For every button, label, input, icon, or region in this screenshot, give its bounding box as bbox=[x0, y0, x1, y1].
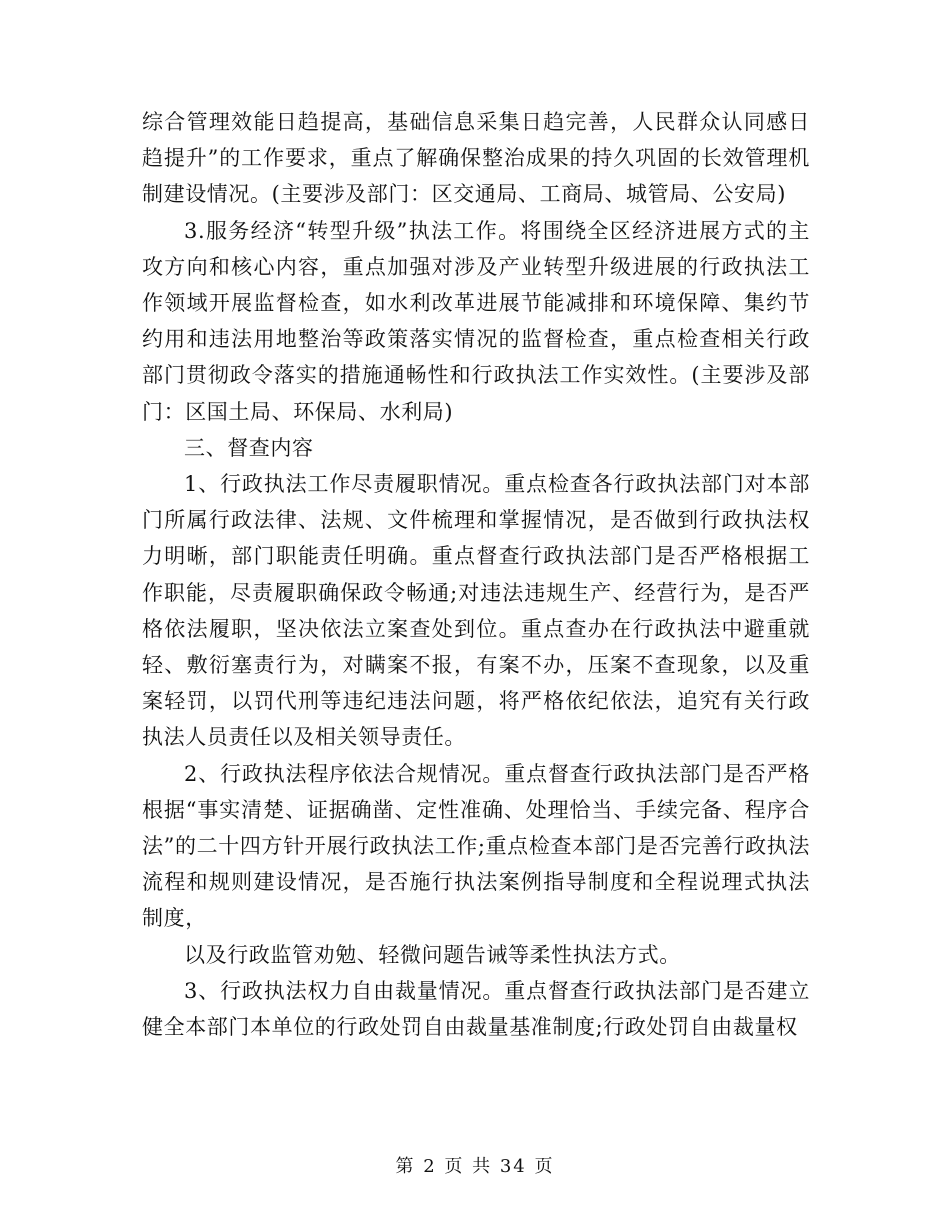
paragraph-5: 以及行政监管劝勉、轻微问题告诫等柔性执法方式。 bbox=[184, 942, 681, 967]
paragraph-2: 3.服务经济“转型升级”执法工作。将围绕全区经济进展方式的主攻方向和核心内容，重点加强对涉及产业转型升级进展的行政执法工作领域开展监督检查，如水利改革进展节能减排和环境保障、集约节约用和违法用地整治等政策落实情况的监督检查，重点检查相关行政部门贯彻政令落实的措施通畅性和行政执法工作实效性。(主要涉及部门：区国土局、环保局、水利局) bbox=[142, 218, 810, 424]
paragraph-6: 3、行政执法权力自由裁量情况。重点督查行政执法部门是否建立健全本部门本单位的行政处罚自由裁量基准制度;行政处罚自由裁量权 bbox=[142, 978, 810, 1040]
paragraph-3: 1、行政执法工作尽责履职情况。重点检查各行政执法部门对本部门所属行政法律、法规、文件梳理和掌握情况，是否做到行政执法权力明晰，部门职能责任明确。重点督查行政执法部门是否严格根据工作职能，尽责履职确保政令畅通;对违法违规生产、经营行为，是否严格依法履职，坚决依法立案查处到位。重点查办在行政执法中避重就轻、敷衍塞责行为，对瞒案不报，有案不办，压案不查现象，以及重案轻罚，以罚代刑等违纪违法问题，将严格依纪依法，追究有关行政执法人员责任以及相关领导责任。 bbox=[142, 472, 810, 750]
document-body bbox=[142, 104, 810, 1045]
page-number-footer: 第 2 页 共 34 页 bbox=[395, 1156, 555, 1177]
section-heading: 三、督查内容 bbox=[184, 435, 314, 460]
paragraph-1: 综合管理效能日趋提高，基础信息采集日趋完善，人民群众认同感日趋提升”的工作要求，重点了解确保整治成果的持久巩固的长效管理机制建设情况。(主要涉及部门：区交通局、工商局、城管局、公安局) bbox=[142, 110, 810, 207]
paragraph-4: 2、行政执法程序依法合规情况。重点督查行政执法部门是否严格根据“事实清楚、证据确凿、定性准确、处理恰当、手续完备、程序合法”的二十四方针开展行政执法工作;重点检查本部门是否完善行政执法流程和规则建设情况，是否施行执法案例指导制度和全程说理式执法制度， bbox=[142, 761, 810, 931]
